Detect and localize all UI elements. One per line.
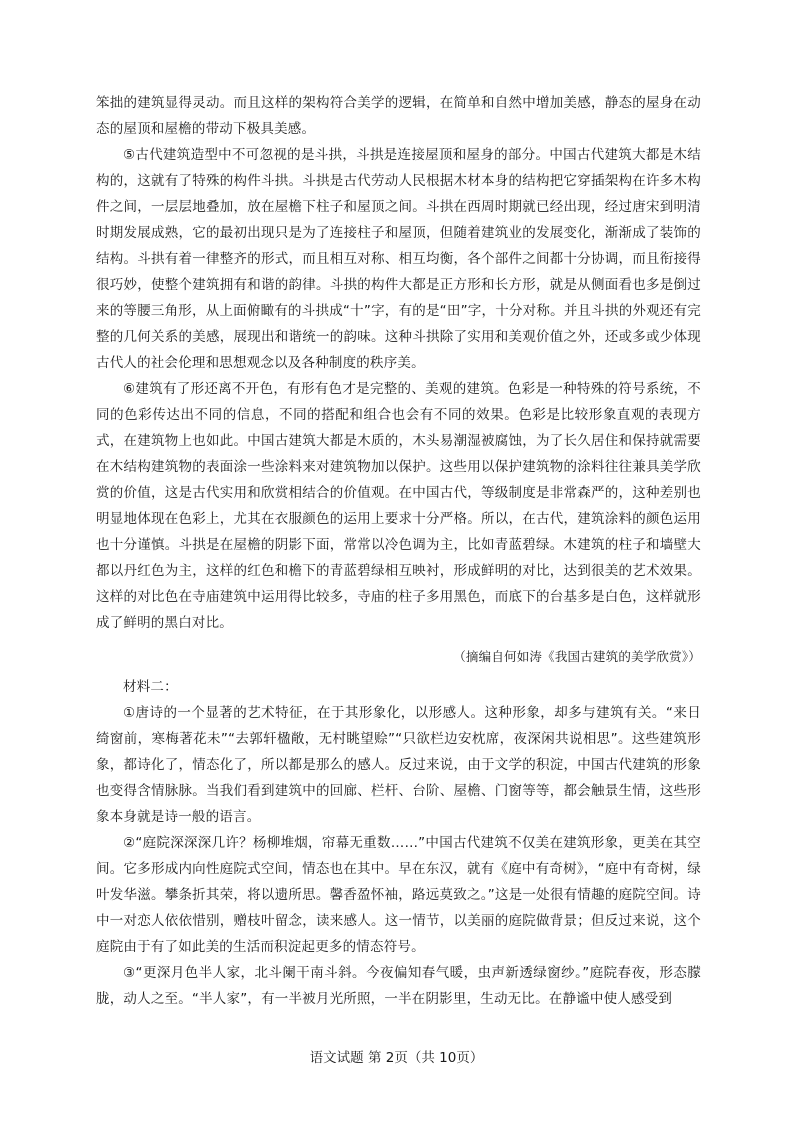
material-2-paragraph-1: ①唐诗的一个显著的艺术特征，在于其形象化，以形感人。这种形象，却多与建筑有关。“来日绮窗前，寒梅著花未”“去郭轩楹敞，无村眺望赊”“只欲栏边安枕席，夜深闲共说相思”。这些建筑形象，都诗化了，情态化了，所以都是那么的感人。反过来说，由于文学的积淀，中国古代建筑的形象也变得含情脉脉。当我们看到建筑中的回廊、栏杆、台阶、屋檐、门窗等等，都会触景生情，这些形象本身就是诗一般的语言。 <box>96 705 701 825</box>
material-2-label: 材料二： <box>123 679 178 695</box>
paragraph-5: ⑤古代建筑造型中不可忽视的是斗拱，斗拱是连接屋顶和屋身的部分。中国古代建筑大都是木结构的，这就有了特殊的构件斗拱。斗拱是古代劳动人民根据木材本身的结构把它穿插架构在许多木构件之间，一层层地叠加，放在屋檐下柱子和屋顶之间。斗拱在西周时期就已经出现，经过唐宋到明清时期发展成熟，它的最初出现只是为了连接柱子和屋顶，但随着建筑业的发展变化，渐渐成了装饰的结构。斗拱有着一律整齐的形式，而且相互对称、相互均衡，各个部件之间都十分协调，而且衔接得很巧妙，使整个建筑拥有和谐的韵律。斗拱的构件大都是正方形和长方形，就是从侧面看也多是倒过来的等腰三角形，从上面俯瞰有的斗拱成“十”字，有的是“田”字，十分对称。并且斗拱的外观还有完整的几何关系的美感，展现出和谐统一的韵味。这种斗拱除了实用和美观价值之外，还或多或少体现古代人的社会伦理和思想观念以及各种制度的秩序美。 <box>96 147 701 371</box>
continued-paragraph: 笨拙的建筑显得灵动。而且这样的架构符合美学的逻辑，在简单和自然中增加美感，静态的屋身在动态的屋顶和屋檐的带动下极具美感。 <box>96 95 701 137</box>
paragraph-6: ⑥建筑有了形还离不开色，有形有色才是完整的、美观的建筑。色彩是一种特殊的符号系统，不同的色彩传达出不同的信息，不同的搭配和组合也会有不同的效果。色彩是比较形象直观的表现方式，在建筑物上也如此。中国古建筑大都是木质的，木头易潮湿被腐蚀，为了长久居住和保持就需要在木结构建筑物的表面涂一些涂料来对建筑物加以保护。这些用以保护建筑物的涂料往往兼具美学欣赏的价值，这是古代实用和欣赏相结合的价值观。在中国古代，等级制度是非常森严的，这种差别也明显地体现在色彩上，尤其在衣服颜色的运用上要求十分严格。所以，在古代，建筑涂料的颜色运用也十分谨慎。斗拱是在屋檐的阴影下面，常常以冷色调为主，比如青蓝碧绿。木建筑的柱子和墙壁大都以丹红色为主，这样的红色和檐下的青蓝碧绿相互映衬，形成鲜明的对比，达到很美的艺术效果。这样的对比色在寺庙建筑中运用得比较多，寺庙的柱子多用黑色，而底下的台基多是白色，这样就形成了鲜明的黑白对比。 <box>96 381 701 631</box>
material-2-paragraph-3: ③“更深月色半人家，北斗阑干南斗斜。今夜偏知春气暖，虫声新透绿窗纱。”庭院春夜，形态朦胧，动人之至。“半人家”，有一半被月光所照，一半在阴影里，生动无比。在静谧中使人感受到 <box>96 965 701 1007</box>
source-citation: （摘编自何如涛《我国古建筑的美学欣赏》） <box>453 649 701 664</box>
document-body <box>96 90 701 1012</box>
page-footer: 语文试题 第 2页（共 10页） <box>309 1050 484 1066</box>
material-2-paragraph-2: ②“庭院深深深几许？杨柳堆烟，帘幕无重数……”中国古代建筑不仅美在建筑形象，更美在其空间。它多形成内向性庭院式空间，情态也在其中。早在东汉，就有《庭中有奇树》，“庭中有奇树，绿叶发华滋。攀条折其荣，将以遗所思。馨香盈怀袖，路远莫致之。”这是一处很有情趣的庭院空间。诗中一对恋人依依惜别，赠枝叶留念，读来感人。这一情节，以美丽的庭院做背景；但反过来说，这个庭院由于有了如此美的生活而积淀起更多的情态符号。 <box>96 835 701 955</box>
